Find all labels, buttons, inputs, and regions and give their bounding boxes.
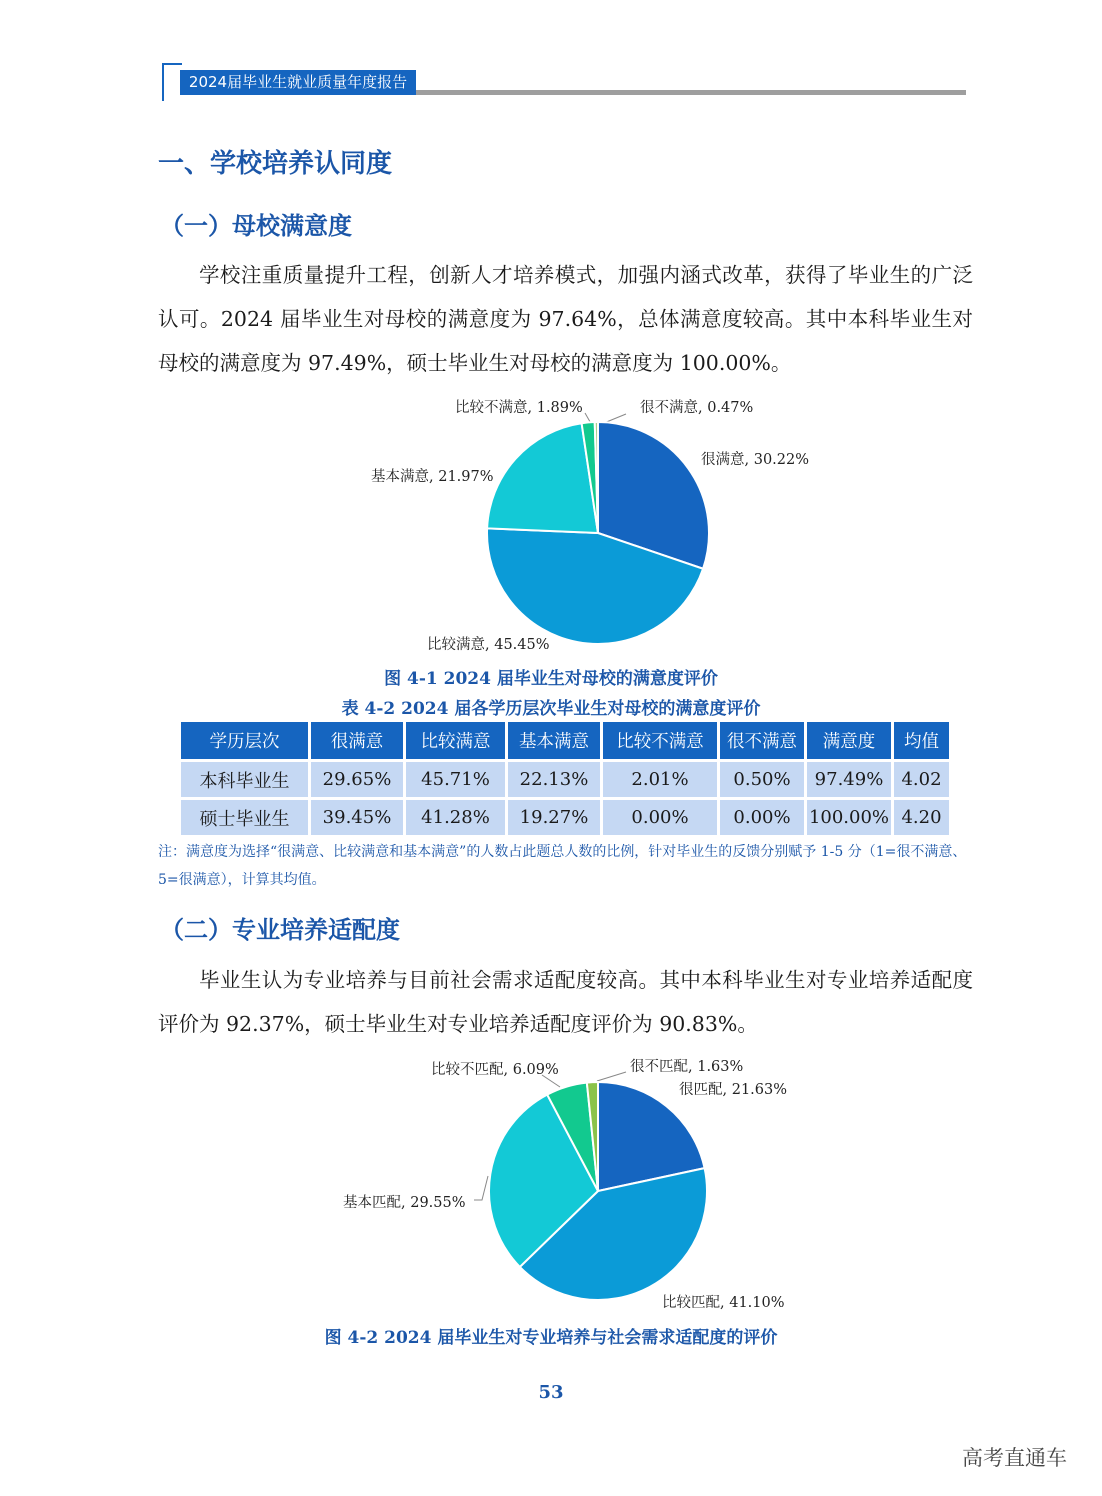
pie1-label-very-dissatisfied: 很不满意, 0.47% <box>640 400 754 416</box>
pie2-label-somewhat-mismatched: 比较不匹配, 6.09% <box>431 1062 559 1078</box>
table-cell: 45.71% <box>406 759 505 797</box>
pie1-label-fairly-satisfied: 比较满意, 45.45% <box>427 637 550 653</box>
report-header-title: 2024届毕业生就业质量年度报告 <box>180 70 416 95</box>
pie1-label-basically-satisfied: 基本满意, 21.97% <box>371 469 494 485</box>
col-header: 均值 <box>894 722 949 759</box>
table-cell: 100.00% <box>807 797 891 835</box>
pie1-slice-2 <box>487 423 598 533</box>
fit-paragraph: 毕业生认为专业培养与目前社会需求适配度较高。其中本科毕业生对专业培养适配度评价为 92.37%，硕士毕业生对专业培养适配度评价为 90.83%。 <box>158 968 973 1036</box>
pie1-label-very-satisfied: 很满意, 30.22% <box>701 452 810 468</box>
table-row <box>181 797 949 835</box>
table-cell: 0.00% <box>720 797 804 835</box>
col-header: 学历层次 <box>181 722 308 759</box>
table-cell: 22.13% <box>508 759 600 797</box>
pie-chart-major-fit <box>487 1080 709 1302</box>
table-cell: 39.45% <box>311 797 403 835</box>
table-cell: 硕士毕业生 <box>181 797 308 835</box>
figure-4-1-caption: 图 4-1 2024 届毕业生对母校的满意度评价 <box>384 669 718 689</box>
table-cell: 4.02 <box>894 759 949 797</box>
table-cell: 本科毕业生 <box>181 759 308 797</box>
pie1-label-somewhat-dissatisfied: 比较不满意, 1.89% <box>455 400 583 416</box>
pie2-label-fairly-matched: 比较匹配, 41.10% <box>662 1295 785 1311</box>
col-header: 基本满意 <box>508 722 600 759</box>
table-row <box>181 759 949 797</box>
pie2-label-very-matched: 很匹配, 21.63% <box>679 1082 788 1098</box>
col-header: 很不满意 <box>720 722 804 759</box>
subsection-title-fit: （二）专业培养适配度 <box>160 916 400 944</box>
table-cell: 0.50% <box>720 759 804 797</box>
col-header: 比较不满意 <box>603 722 717 759</box>
satisfaction-paragraph: 学校注重质量提升工程，创新人才培养模式，加强内涵式改革，获得了毕业生的广泛认可。2024 届毕业生对母校的满意度为 97.64%，总体满意度较高。其中本科毕业生对母校的满意度为 97.49%，硕士毕业生对母校的满意度为 100.00%。 <box>158 263 973 375</box>
subsection-title-satisfaction: （一）母校满意度 <box>160 212 352 240</box>
satisfaction-table <box>178 722 952 835</box>
pie-chart-school-satisfaction <box>485 420 711 646</box>
table-cell: 97.49% <box>807 759 891 797</box>
table-cell: 19.27% <box>508 797 600 835</box>
table-cell: 4.20 <box>894 797 949 835</box>
col-header: 很满意 <box>311 722 403 759</box>
table-header-row <box>181 722 949 759</box>
pie2-label-basically-matched: 基本匹配, 29.55% <box>343 1195 466 1211</box>
watermark: 高考直通车 <box>962 1446 1067 1470</box>
table-cell: 41.28% <box>406 797 505 835</box>
pie2-label-very-mismatched: 很不匹配, 1.63% <box>630 1059 744 1075</box>
col-header: 满意度 <box>807 722 891 759</box>
table-cell: 2.01% <box>603 759 717 797</box>
table-note: 注：满意度为选择“很满意、比较满意和基本满意”的人数占此题总人数的比例，针对毕业生的反馈分别赋予 1-5 分（1=很不满意、5=很满意），计算其均值。 <box>158 844 967 888</box>
table-cell: 0.00% <box>603 797 717 835</box>
table-4-2-caption: 表 4-2 2024 届各学历层次毕业生对母校的满意度评价 <box>341 699 761 719</box>
table-cell: 29.65% <box>311 759 403 797</box>
figure-4-2-caption: 图 4-2 2024 届毕业生对专业培养与社会需求适配度的评价 <box>324 1328 778 1348</box>
section-title: 一、学校培养认同度 <box>158 149 393 179</box>
page-number: 53 <box>538 1382 564 1403</box>
col-header: 比较满意 <box>406 722 505 759</box>
